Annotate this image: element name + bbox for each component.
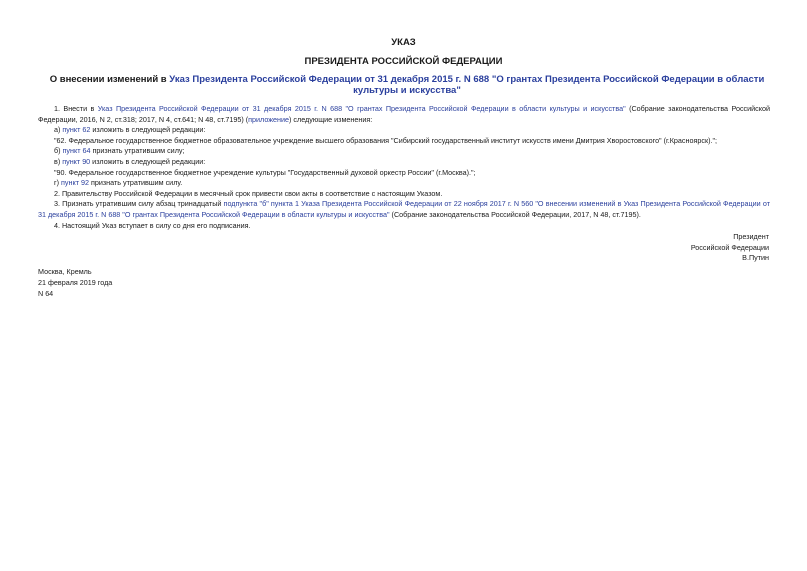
subitem-a-suffix: изложить в следующей редакции: bbox=[90, 125, 206, 135]
item-4: 4. Настоящий Указ вступает в силу со дня его подписания. bbox=[54, 220, 251, 230]
point-64-link[interactable]: пункт 64 bbox=[62, 146, 91, 156]
subitem-g bbox=[38, 178, 770, 189]
subtitle-prefix: О внесении изменений в bbox=[49, 74, 170, 85]
subtitle-decree-link[interactable]: Указ Президента Российской Федерации от 31 декабря 2015 г. N 688 "О грантах Президента Российской Федерации в области культуры и искусства" bbox=[169, 74, 765, 96]
item-3-suffix: (Собрание законодательства Российской Федерации, 2017, N 48, ст.7195). bbox=[389, 209, 641, 219]
signing-date: 21 февраля 2019 года bbox=[38, 278, 113, 287]
signature-position: Президент bbox=[733, 232, 769, 241]
item-3-decree-link[interactable]: подпункта "б" пункта 1 Указа Президента Российской Федерации от 22 ноября 2017 г. N 560 "О внесении изменений в Указ Президента Российской Федерации от 31 декабря 2015 г. N 688 "О грантах Президента Российской Федерации в области культуры и искусства" bbox=[38, 199, 770, 219]
subitem-a bbox=[38, 125, 770, 136]
decree-number: N 64 bbox=[38, 289, 54, 298]
document-type-title: УКАЗ bbox=[391, 37, 416, 48]
item-1-prefix: 1. Внести в bbox=[54, 104, 98, 113]
appendix-link[interactable]: приложение bbox=[248, 114, 290, 124]
item-3 bbox=[38, 199, 770, 220]
subitem-v-text: "90. Федеральное государственное бюджетное учреждение культуры "Государственный духовой оркестр России" (г.Москва)."; bbox=[54, 167, 476, 177]
point-62-link[interactable]: пункт 62 bbox=[62, 125, 91, 135]
signature-block bbox=[691, 232, 769, 264]
subitem-v bbox=[38, 157, 770, 168]
subitem-v-prefix: в) bbox=[54, 156, 63, 166]
issuer-title: ПРЕЗИДЕНТА РОССИЙСКОЙ ФЕДЕРАЦИИ bbox=[304, 56, 503, 67]
document-subtitle bbox=[36, 74, 778, 96]
signing-place: Москва, Кремль bbox=[38, 267, 92, 276]
subitem-v-suffix: изложить в следующей редакции: bbox=[90, 156, 206, 166]
subitem-a-text: "62. Федеральное государственное бюджетное образовательное учреждение высшего образования "Сибирский государственный институт искусств имени Дмитрия Хворостовского" (г.Красноярск)."; bbox=[54, 135, 718, 145]
point-92-link[interactable]: пункт 92 bbox=[61, 178, 89, 188]
subitem-g-suffix: признать утратившим силу. bbox=[88, 178, 183, 188]
subitem-b-prefix: б) bbox=[54, 146, 63, 156]
signature-name: В.Путин bbox=[742, 253, 769, 263]
item-2: 2. Правительству Российской Федерации в месячный срок привести свои акты в соответствие с настоящим Указом. bbox=[54, 188, 443, 198]
signature-position-2: Российской Федерации bbox=[690, 242, 769, 252]
subitem-b-suffix: признать утратившим силу; bbox=[90, 146, 185, 156]
place-date-block bbox=[38, 266, 112, 299]
item-1-middle: (Собрание законодательства Российской Федерации, 2016, N 2, ст.318; 2017, N 4, ст.641; N 48, ст.7195) ( bbox=[38, 104, 771, 124]
subitem-g-prefix: г) bbox=[54, 178, 62, 188]
item-1-suffix: ) следующие изменения: bbox=[289, 114, 373, 124]
subitem-a-prefix: а) bbox=[54, 125, 63, 135]
document-body bbox=[38, 104, 770, 231]
item-1-decree-link[interactable]: Указ Президента Российской Федерации от 31 декабря 2015 г. N 688 "О грантах Президента Российской Федерации в области культуры и искусства" bbox=[97, 104, 626, 113]
subitem-b bbox=[38, 146, 770, 157]
item-1 bbox=[38, 104, 770, 125]
point-90-link[interactable]: пункт 90 bbox=[62, 156, 91, 166]
item-3-prefix: 3. Признать утратившим силу абзац тринадцатый bbox=[54, 199, 224, 209]
